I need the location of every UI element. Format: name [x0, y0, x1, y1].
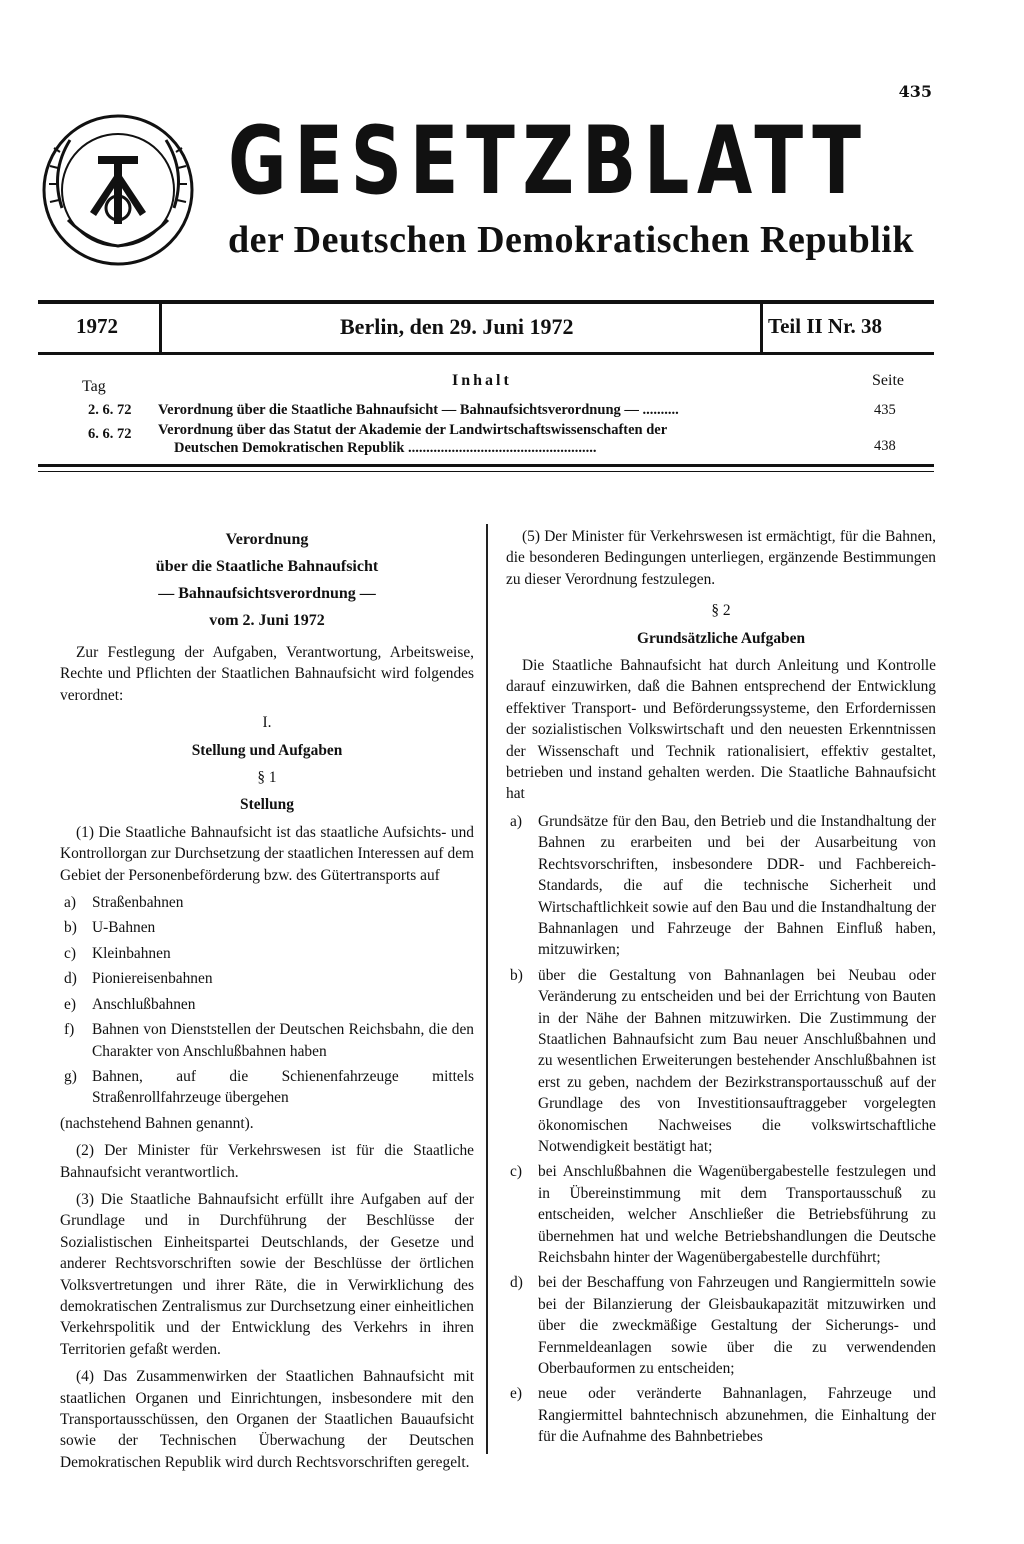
toc-entry-date: 6. 6. 72 [88, 426, 132, 442]
paragraph-title: Grundsätzliche Aufgaben [636, 629, 806, 647]
list-item: f) Bahnen von Dienststellen der Deutschen Reichsbahn, die den Charakter von Anschlußbahnen haben [64, 1021, 474, 1060]
right-column [506, 526, 936, 1452]
toc-rule [38, 464, 934, 467]
toc-day-header: Tag [82, 378, 106, 395]
section-number: I. [262, 714, 272, 732]
paragraph-text: (4) Das Zusammenwirken der Staatlichen Bahnaufsicht mit staatlichen Organen und Einrichtungen, insbesondere mit den Transportausschüssen, den Organen der Staatlichen Bauaufsicht sowie der Technischen Überwachung der Deutschen Demokratischen Republik wird durch Rechtsvorschriften geregelt. [60, 1368, 474, 1471]
toc-entry-page: 438 [874, 438, 896, 454]
masthead-subtitle: der Deutschen Demokratischen Republik [228, 219, 914, 261]
paragraph-number: § 2 [711, 602, 731, 620]
list-item: e) neue oder veränderte Bahnanlagen, Fahrzeuge und Rangiermittel bahntechnisch abzunehmen, die Einhaltung der für die Aufnahme des Bahnbetriebes [510, 1385, 936, 1446]
list-item: a) Straßenbahnen [64, 894, 184, 912]
paragraph-number: § 1 [257, 769, 277, 787]
toc-entry-title-continued: Deutschen Demokratischen Republik .................................................... [174, 440, 597, 456]
list-item: b) über die Gestaltung von Bahnanlagen bei Neubau oder Veränderung zu entscheiden und bei der Errichtung von Bauten in der Nähe der Bahnen mitzuwirken. Die Zustimmung der Staatlichen Bahnaufsicht zum Bau neuer Anschlußbahnen und zu wesentlichen Erweiterungen bestehender Anschlußbahnen ist erst zu geben, nachdem der Bezirkstransportausschuß auf der Grundlage des von Investitionsauftraggeber vorgelegten ökonomischen Nachweises die volkswirtschaftliche Notwendigkeit bestätigt hat; [510, 966, 936, 1155]
issue-place-date: Berlin, den 29. Juni 1972 [340, 314, 574, 339]
intro-text: Zur Festlegung der Aufgaben, Verantwortung, Arbeitsweise, Rechte und Pflichten der Staatlichen Bahnaufsicht wird folgendes verordnet: [60, 644, 474, 704]
toc-page-header: Seite [872, 372, 904, 389]
header-rule-bottom [38, 352, 934, 355]
list-item: d) bei der Beschaffung von Fahrzeugen und Rangiermitteln sowie bei der Bilanzierung der Gleisbaukapazität mitzuwirken und über die zweckmäßige Gestaltung der Sicherungs- und Fernmeldeanlagen sowie über die zu verwendenden Oberbauformen zu entscheiden; [510, 1274, 936, 1378]
list-item: e) Anschlußbahnen [64, 995, 196, 1013]
ordinance-date: vom 2. Juni 1972 [209, 612, 325, 629]
paragraph-text: (2) Der Minister für Verkehrswesen ist für die Staatliche Bahnaufsicht verantwortlich. [60, 1142, 474, 1181]
toc-entry-title: Verordnung über die Staatliche Bahnaufsicht — Bahnaufsichtsverordnung — .......... [158, 402, 679, 418]
toc-entry-page: 435 [874, 402, 896, 418]
toc-title-header: Inhalt [452, 372, 512, 389]
list-item: c) bei Anschlußbahnen die Wagenübergabestelle festzulegen und in Übereinstimmung mit dem Transportausschuß zu entscheiden, welcher Anschließer die Betriebsführung zu übernehmen hat und welche Betriebshandlungen die Deutsche Reichsbahn hinter der Wagenübergabestelle durchführt; [510, 1163, 936, 1266]
masthead-title: GESETZBLATT [228, 107, 869, 216]
issue-year: 1972 [76, 314, 118, 338]
header-rule-top [38, 300, 934, 304]
section-title: Stellung und Aufgaben [191, 741, 343, 759]
issue-part-number: Teil II Nr. 38 [768, 314, 882, 338]
list-item: c) Kleinbahnen [64, 944, 171, 962]
divider [159, 304, 162, 352]
list-item: a) Grundsätze für den Bau, den Betrieb und die Instandhaltung der Bahnen zu erarbeiten und bei der Ausarbeitung von Rechtsvorschriften, insbesondere DDR- und Fachbereich-Standards, die auf die technische Sicherheit und Wirtschaftlichkeit sowie auf den Bau und die Instandhaltung der Bahnanlagen und Fahrzeuge der Bahnen Einfluß haben, mitzuwirken; [510, 812, 936, 959]
paragraph-text: (nachstehend Bahnen genannt). [60, 1114, 254, 1132]
divider [760, 304, 763, 352]
toc-rule [38, 471, 934, 472]
list-item: d) Pioniereisenbahnen [64, 970, 213, 988]
left-column [60, 526, 474, 1479]
list-item: b) U-Bahnen [64, 919, 156, 937]
page-number: 435 [898, 82, 932, 101]
paragraph-title: Stellung [240, 796, 294, 814]
ordinance-title: — Bahnaufsichtsverordnung — [158, 585, 376, 602]
ordinance-title: Verordnung [225, 531, 309, 548]
toc-entry-date: 2. 6. 72 [88, 402, 132, 418]
paragraph-text: (1) Die Staatliche Bahnaufsicht ist das staatliche Aufsichts- und Kontrollorgan zur Durchsetzung der staatlichen Interessen auf dem Gebiet der Personenbeförderung bzw. des Gütertransports auf [60, 823, 474, 884]
state-emblem-icon [40, 112, 196, 268]
list-item: g) Bahnen, auf die Schienenfahrzeuge mittels Straßenrollfahrzeuge übergehen [64, 1067, 474, 1107]
paragraph-text: Die Staatliche Bahnaufsicht hat durch Anleitung und Kontrolle darauf einzuwirken, daß die Bahnen entsprechend der Entwicklung effektiver Transport- und Beförderungssysteme, den Erfordernissen der sozialistischen Volkswirtschaft und den neuesten Erkenntnissen der Wissenschaft und Technik rationalisiert, effektiv gestaltet, betrieben und instand gehalten werden. Die Staatliche Bahnaufsicht hat [506, 657, 936, 803]
column-divider [486, 524, 488, 1454]
toc-entry-title: Verordnung über das Statut der Akademie der Landwirtschaftswissenschaften der [158, 422, 668, 438]
ordinance-title: über die Staatliche Bahnaufsicht [155, 558, 379, 575]
paragraph-text: (3) Die Staatliche Bahnaufsicht erfüllt ihre Aufgaben auf der Grundlage und in Durchführung der Beschlüsse der Sozialistischen Einheitspartei Deutschlands, der Gesetze und anderer Rechtsvorschriften sowie der Beschlüsse der örtlichen Volksvertretungen und ihrer Räte, die in Verwirklichung des demokratischen Zentralismus zur Durchsetzung einer einheitlichen Verkehrspolitik und der Entwicklung des Verkehrs in ihren Territorien gefaßt werden. [60, 1190, 474, 1358]
paragraph-text: (5) Der Minister für Verkehrswesen ist ermächtigt, für die Bahnen, die besonderen Bedingungen unterliegen, ergänzende Bestimmungen zu dieser Verordnung festzulegen. [506, 528, 936, 588]
